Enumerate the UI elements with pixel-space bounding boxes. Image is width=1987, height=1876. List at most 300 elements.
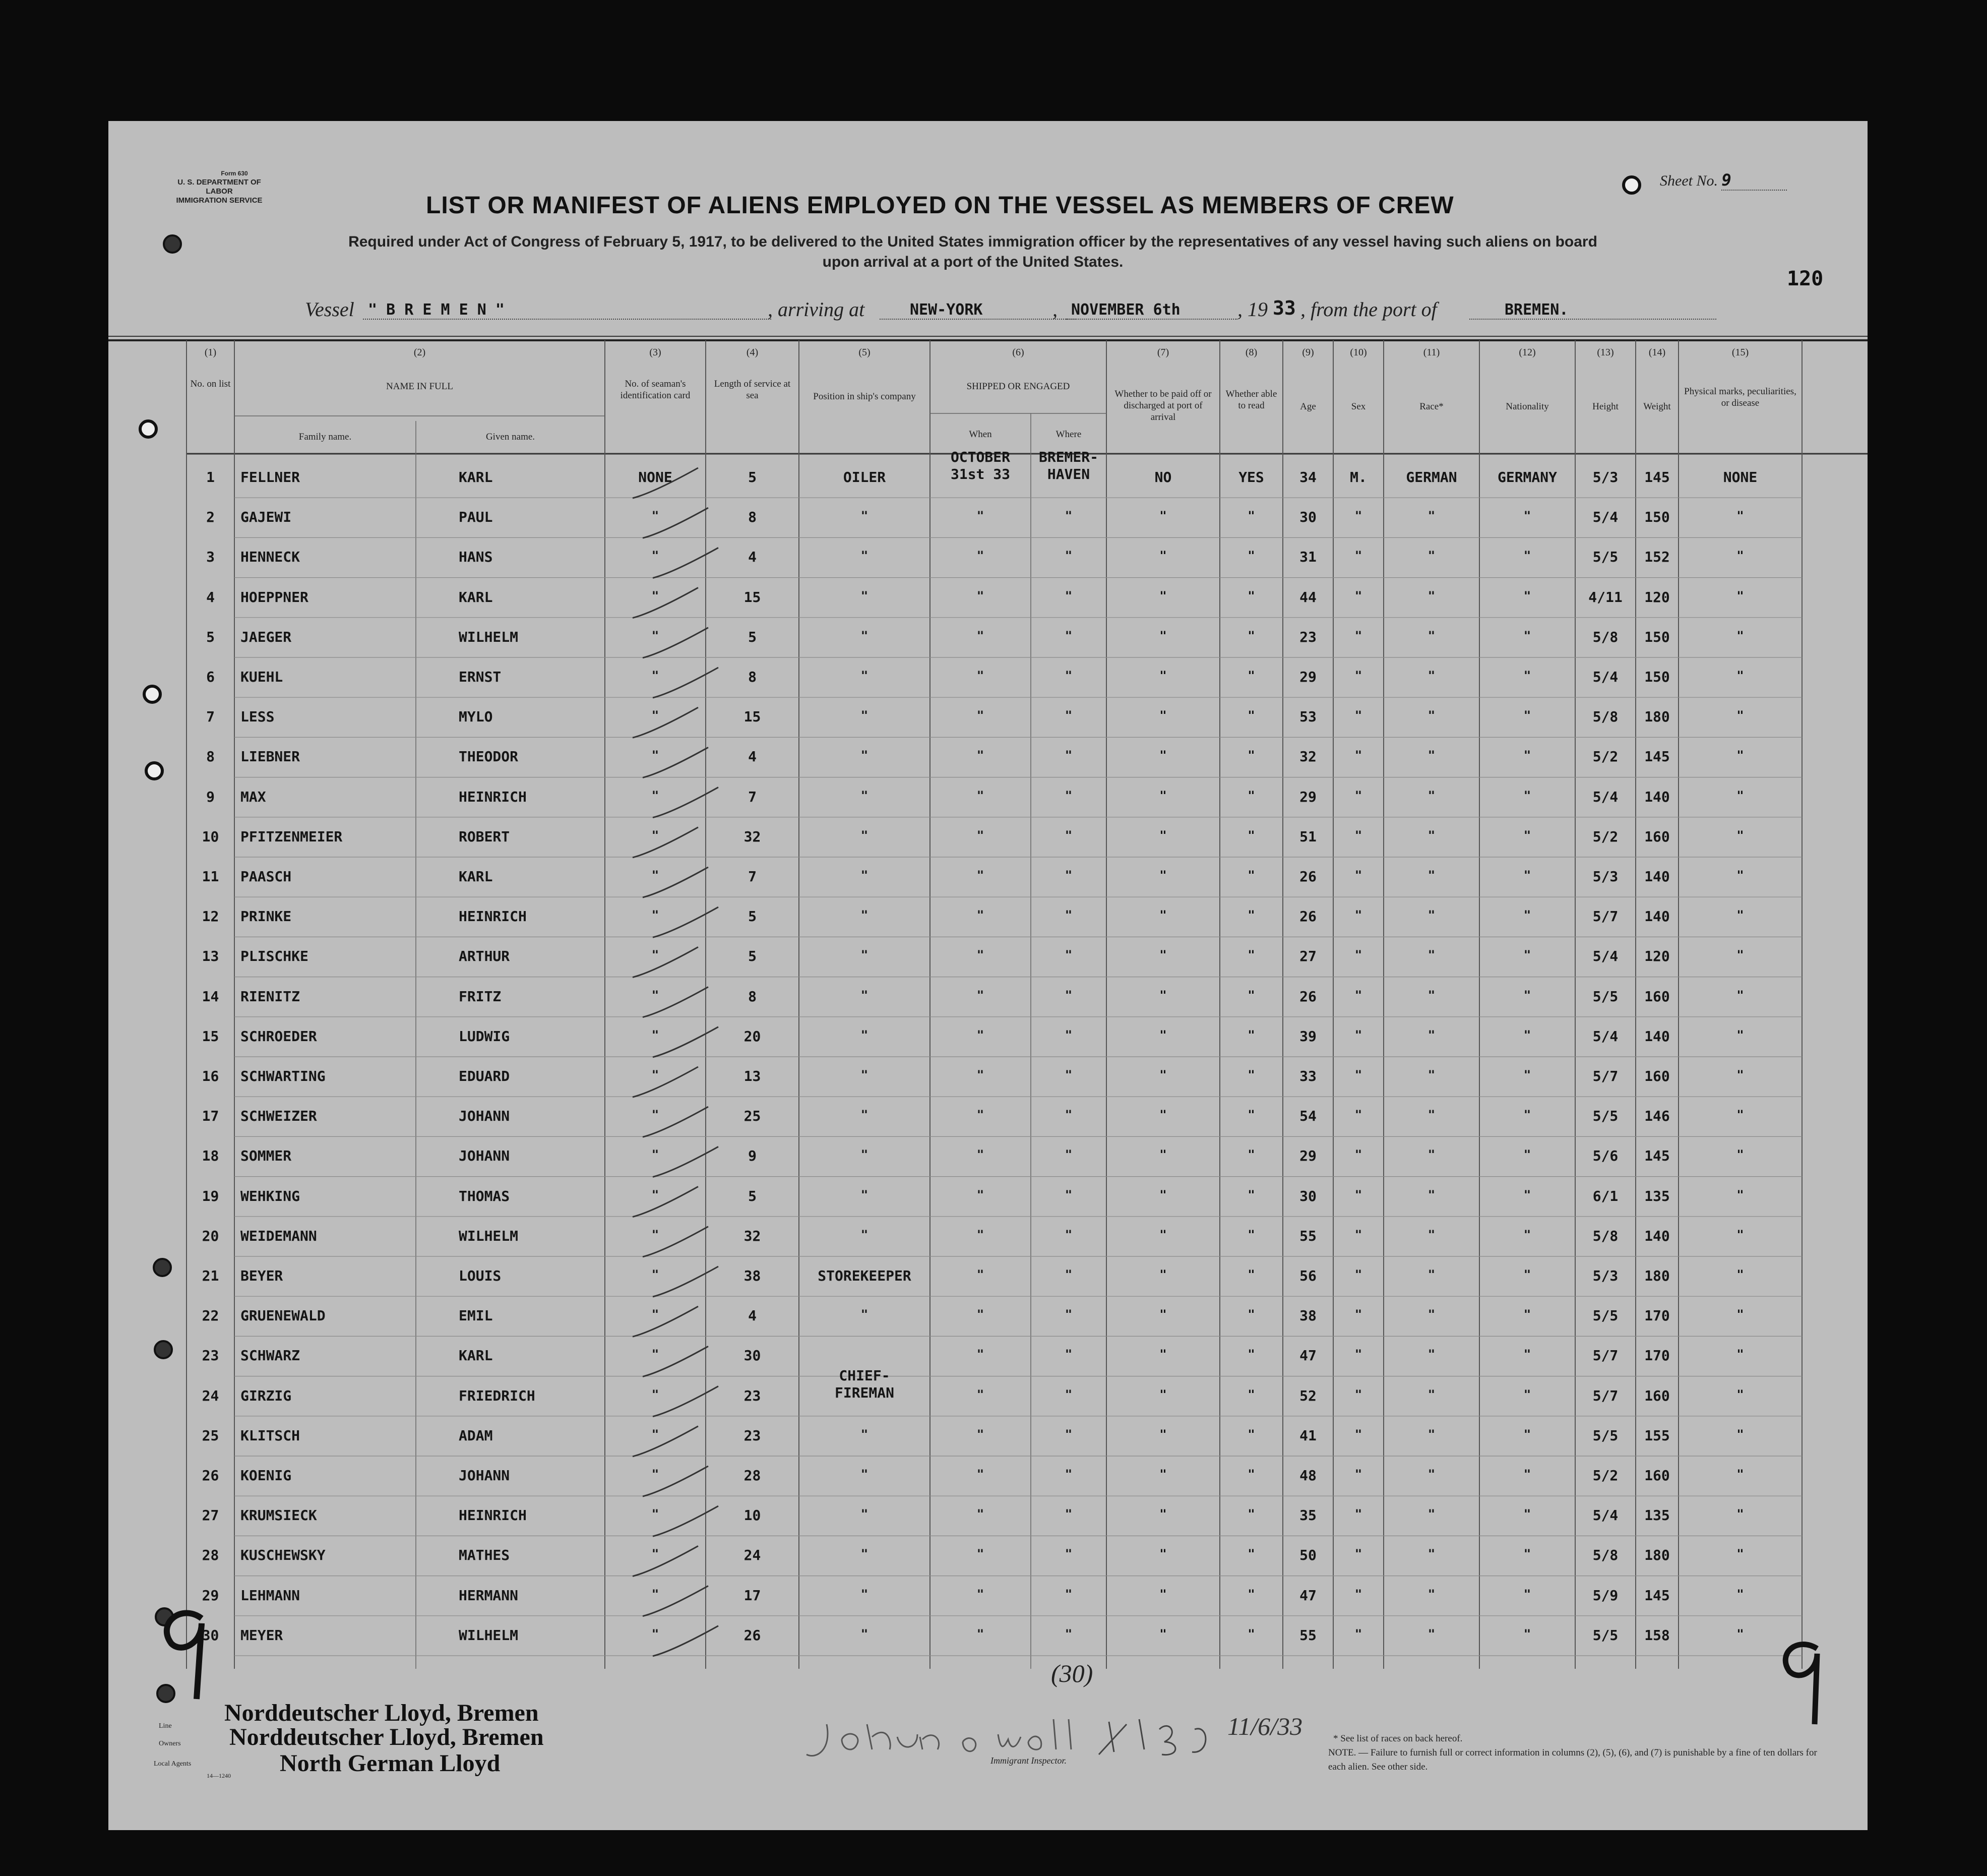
cell-when: " — [976, 988, 984, 1002]
cell-read: " — [1248, 588, 1255, 603]
cell-age: 26 — [1299, 868, 1317, 885]
cell-no: 30 — [202, 1626, 219, 1644]
cell-family: SCHWEIZER — [240, 1108, 317, 1125]
cell-read: " — [1248, 1626, 1255, 1641]
sheet-number-label: Sheet No. 9 — [1660, 170, 1787, 191]
cell-height: 5/4 — [1592, 1027, 1619, 1045]
cell-read: " — [1248, 1027, 1255, 1042]
cell-race: " — [1427, 1587, 1436, 1601]
cell-when: " — [976, 708, 984, 723]
cell-family: PAASCH — [240, 868, 292, 885]
cell-no: 1 — [206, 469, 215, 486]
cell-given: WILHELM — [459, 1626, 519, 1644]
form-code: 14—1240 — [207, 1772, 231, 1779]
cell-id: " — [651, 1068, 659, 1082]
cell-age: 53 — [1299, 708, 1317, 725]
cell-service: 20 — [743, 1027, 761, 1045]
cell-position: " — [860, 1467, 868, 1481]
cell-id: " — [651, 1307, 659, 1322]
cell-where: " — [1065, 748, 1073, 763]
cell-weight: 140 — [1644, 868, 1670, 885]
cell-nat: " — [1523, 748, 1531, 763]
cell-paid: " — [1159, 988, 1167, 1002]
manifest-sheet — [108, 121, 1868, 1830]
cell-race: " — [1427, 588, 1436, 603]
cell-weight: 152 — [1644, 549, 1670, 566]
cell-when: OCTOBER 31st 33 — [950, 449, 1010, 482]
cell-age: 31 — [1299, 549, 1317, 566]
cell-id: " — [651, 868, 659, 882]
cell-read: " — [1248, 1267, 1255, 1282]
cell-paid: " — [1159, 1307, 1167, 1322]
stamp-owners: Norddeutscher Lloyd, Bremen — [229, 1724, 544, 1750]
cell-weight: 160 — [1644, 828, 1670, 845]
cell-marks: " — [1736, 1068, 1744, 1082]
cell-paid: " — [1159, 708, 1167, 723]
cell-nat: " — [1523, 1307, 1531, 1322]
cell-service: 13 — [743, 1068, 761, 1084]
cell-service: 5 — [748, 948, 757, 965]
header-given-name: Given name. — [485, 432, 535, 442]
cell-family: PRINKE — [240, 908, 292, 925]
column-number: (13) — [1597, 347, 1614, 358]
header-length-service: Length of service at sea — [714, 379, 791, 401]
cell-given: KARL — [459, 469, 493, 486]
cell-given: ERNST — [459, 669, 502, 685]
cell-nat: " — [1523, 588, 1531, 603]
cell-sex: " — [1354, 708, 1362, 723]
cell-where: " — [1065, 1108, 1073, 1122]
cell-family: WEIDEMANN — [240, 1227, 317, 1244]
cell-paid: " — [1159, 628, 1167, 643]
cell-service: 4 — [748, 1307, 757, 1324]
cell-family: GIRZIG — [240, 1387, 292, 1404]
column-number: (2) — [413, 347, 426, 358]
cell-position: " — [860, 1147, 868, 1162]
cell-where: " — [1065, 509, 1073, 523]
cell-no: 11 — [202, 868, 219, 885]
cell-weight: 145 — [1644, 1147, 1670, 1165]
cell-service: 7 — [748, 868, 757, 885]
cell-given: EDUARD — [459, 1068, 510, 1084]
cell-read: " — [1248, 1507, 1255, 1522]
cell-where: " — [1065, 988, 1073, 1002]
cell-height: 5/2 — [1592, 828, 1619, 845]
cell-marks: " — [1736, 1507, 1744, 1522]
cell-marks: " — [1736, 1347, 1744, 1362]
cell-age: 44 — [1299, 588, 1317, 606]
cell-weight: 150 — [1644, 509, 1670, 526]
cell-no: 19 — [202, 1187, 219, 1204]
cell-service: 5 — [748, 1187, 757, 1204]
cell-sex: " — [1354, 788, 1362, 803]
header-where: Where — [1055, 429, 1082, 440]
cell-read: " — [1248, 628, 1255, 643]
cell-when: " — [976, 1547, 984, 1561]
cell-given: HERMANN — [459, 1587, 519, 1604]
column-number: (5) — [858, 347, 871, 358]
cell-weight: 158 — [1644, 1626, 1670, 1644]
cell-sex: " — [1354, 1347, 1362, 1362]
cell-marks: " — [1736, 1467, 1744, 1481]
cell-family: FELLNER — [240, 469, 300, 486]
cell-service: 4 — [748, 549, 757, 566]
cell-when: " — [976, 1507, 984, 1522]
cell-id: " — [651, 1467, 659, 1481]
cell-height: 5/4 — [1592, 1507, 1619, 1524]
cell-no: 7 — [206, 708, 215, 725]
cell-weight: 120 — [1644, 948, 1670, 965]
cell-height: 5/4 — [1592, 669, 1619, 685]
cell-family: KUEHL — [240, 669, 283, 685]
cell-given: ARTHUR — [459, 948, 510, 965]
cell-nat: " — [1523, 549, 1531, 563]
cell-marks: " — [1736, 788, 1744, 803]
cell-age: 47 — [1299, 1347, 1317, 1364]
handwritten-nine-right — [1767, 1633, 1842, 1734]
cell-position: " — [860, 1427, 868, 1441]
cell-height: 5/9 — [1592, 1587, 1619, 1604]
cell-family: KLITSCH — [240, 1427, 300, 1444]
department-name: U. S. DEPARTMENT OF LABOR — [177, 178, 261, 196]
cell-family: SOMMER — [240, 1147, 292, 1165]
column-number: (4) — [746, 347, 759, 358]
cell-when: " — [976, 1267, 984, 1282]
column-number: (9) — [1302, 347, 1314, 358]
header-nationality: Nationality — [1506, 401, 1549, 412]
cell-when: " — [976, 948, 984, 962]
cell-position: " — [860, 669, 868, 683]
handwritten-nine-left — [141, 1598, 227, 1709]
cell-nat: " — [1523, 1347, 1531, 1362]
cell-height: 5/3 — [1592, 1267, 1619, 1284]
cell-weight: 146 — [1644, 1108, 1670, 1125]
cell-position: " — [860, 788, 868, 803]
cell-race: " — [1427, 708, 1436, 723]
cell-race: " — [1427, 1227, 1436, 1242]
cell-paid: " — [1159, 1467, 1167, 1481]
cell-weight: 160 — [1644, 1387, 1670, 1404]
cell-no: 14 — [202, 988, 219, 1005]
cell-read: " — [1248, 1068, 1255, 1082]
cell-race: " — [1427, 1068, 1436, 1082]
page-number: 120 — [1787, 267, 1824, 290]
cell-race: " — [1427, 1427, 1436, 1441]
cell-where: " — [1065, 948, 1073, 962]
cell-marks: " — [1736, 988, 1744, 1002]
inspector-caption: Immigrant Inspector. — [990, 1756, 1067, 1766]
cell-given: EMIL — [459, 1307, 493, 1324]
cell-id: " — [651, 1187, 659, 1202]
cell-read: YES — [1238, 469, 1264, 486]
column-number: (3) — [649, 347, 661, 358]
cell-read: " — [1248, 1547, 1255, 1561]
cell-family: PLISCHKE — [240, 948, 308, 965]
cell-read: " — [1248, 1347, 1255, 1362]
cell-when: " — [976, 1108, 984, 1122]
cell-given: PAUL — [459, 509, 493, 526]
cell-age: 34 — [1299, 469, 1317, 486]
cell-id: " — [651, 748, 659, 763]
cell-marks: " — [1736, 828, 1744, 842]
cell-when: " — [976, 549, 984, 563]
cell-given: THOMAS — [459, 1187, 510, 1204]
cell-marks: " — [1736, 748, 1744, 763]
cell-service: 8 — [748, 988, 757, 1005]
cell-id: " — [651, 509, 659, 523]
cell-read: " — [1248, 1307, 1255, 1322]
cell-no: 25 — [202, 1427, 219, 1444]
cell-when: " — [976, 1626, 984, 1641]
cell-paid: " — [1159, 1227, 1167, 1242]
cell-when: " — [976, 868, 984, 882]
cell-no: 16 — [202, 1068, 219, 1084]
cell-weight: 145 — [1644, 469, 1670, 486]
cell-sex: " — [1354, 868, 1362, 882]
header-age: Age — [1300, 401, 1316, 412]
cell-no: 18 — [202, 1147, 219, 1165]
cell-marks: " — [1736, 1108, 1744, 1122]
cell-when: " — [976, 1147, 984, 1162]
cell-race: " — [1427, 908, 1436, 923]
header-when: When — [969, 429, 992, 440]
cell-no: 24 — [202, 1387, 219, 1404]
cell-marks: " — [1736, 1227, 1744, 1242]
cell-nat: " — [1523, 1387, 1531, 1402]
cell-position: STOREKEEPER — [818, 1267, 911, 1284]
cell-service: 23 — [743, 1387, 761, 1404]
cell-id: " — [651, 828, 659, 842]
cell-family: LEHMANN — [240, 1587, 300, 1604]
cell-position: " — [860, 1587, 868, 1601]
cell-sex: " — [1354, 1626, 1362, 1641]
cell-age: 30 — [1299, 1187, 1317, 1204]
cell-no: 2 — [206, 509, 215, 526]
cell-weight: 160 — [1644, 1467, 1670, 1484]
cell-position: CHIEF- FIREMAN — [834, 1367, 894, 1401]
cell-read: " — [1248, 509, 1255, 523]
cell-no: 26 — [202, 1467, 219, 1484]
cell-service: 5 — [748, 628, 757, 645]
cell-when: " — [976, 1068, 984, 1082]
penalty-note: NOTE. — Failure to furnish full or correct information in columns (2), (5), (6), and (7) is punishable by a fine of ten dollars for each alien. See other side. — [1328, 1747, 1817, 1772]
cell-sex: " — [1354, 669, 1362, 683]
cell-position: " — [860, 1187, 868, 1202]
cell-no: 27 — [202, 1507, 219, 1524]
cell-given: KARL — [459, 1347, 493, 1364]
cell-weight: 145 — [1644, 1587, 1670, 1604]
cell-marks: " — [1736, 509, 1744, 523]
cell-height: 5/7 — [1592, 908, 1619, 925]
cell-id: " — [651, 1027, 659, 1042]
cell-service: 30 — [743, 1347, 761, 1364]
cell-age: 54 — [1299, 1108, 1317, 1125]
cell-nat: " — [1523, 948, 1531, 962]
cell-marks: " — [1736, 908, 1744, 923]
cell-where: " — [1065, 1507, 1073, 1522]
cell-position: " — [860, 1068, 868, 1082]
cell-no: 10 — [202, 828, 219, 845]
cell-no: 17 — [202, 1108, 219, 1125]
cell-age: 26 — [1299, 908, 1317, 925]
cell-no: 8 — [206, 748, 215, 765]
cell-sex: " — [1354, 1587, 1362, 1601]
cell-nat: " — [1523, 988, 1531, 1002]
year-prefix: , 19 — [1237, 298, 1268, 321]
cell-weight: 160 — [1644, 1068, 1670, 1084]
cell-read: " — [1248, 669, 1255, 683]
cell-given: MATHES — [459, 1547, 510, 1564]
cell-where: " — [1065, 628, 1073, 643]
cell-family: GRUENEWALD — [240, 1307, 326, 1324]
cell-given: JOHANN — [459, 1147, 510, 1165]
cell-weight: 140 — [1644, 1027, 1670, 1045]
cell-where: " — [1065, 1427, 1073, 1441]
header-able-to-read: Whether able to read — [1225, 389, 1277, 411]
cell-id: " — [651, 1626, 659, 1641]
cell-id: " — [651, 948, 659, 962]
cell-height: 6/1 — [1592, 1187, 1619, 1204]
column-number: (1) — [204, 347, 217, 358]
cell-where: " — [1065, 1387, 1073, 1402]
cell-weight: 150 — [1644, 669, 1670, 685]
header-height: Height — [1592, 401, 1619, 412]
cell-id: " — [651, 1427, 659, 1441]
cell-no: 23 — [202, 1347, 219, 1364]
cell-service: 26 — [743, 1626, 761, 1644]
vessel-label: Vessel — [305, 298, 354, 321]
cell-position: " — [860, 1027, 868, 1042]
race-note: * See list of races on back hereof. — [1333, 1733, 1463, 1744]
cell-height: 5/7 — [1592, 1387, 1619, 1404]
cell-weight: 180 — [1644, 708, 1670, 725]
cell-id: " — [651, 1507, 659, 1522]
cell-age: 39 — [1299, 1027, 1317, 1045]
cell-service: 5 — [748, 908, 757, 925]
cell-id: " — [651, 1267, 659, 1282]
cell-marks: " — [1736, 1307, 1744, 1322]
cell-paid: " — [1159, 549, 1167, 563]
cell-weight: 150 — [1644, 628, 1670, 645]
cell-nat: " — [1523, 1068, 1531, 1082]
cell-nat: GERMANY — [1497, 469, 1557, 486]
cell-no: 15 — [202, 1027, 219, 1045]
cell-when: " — [976, 1027, 984, 1042]
cell-weight: 140 — [1644, 1227, 1670, 1244]
cell-where: " — [1065, 1547, 1073, 1561]
column-number: (14) — [1648, 347, 1666, 358]
cell-age: 35 — [1299, 1507, 1317, 1524]
cell-id: " — [651, 708, 659, 723]
cell-marks: " — [1736, 628, 1744, 643]
footer-label-owners: Owners — [159, 1740, 181, 1747]
cell-age: 29 — [1299, 788, 1317, 805]
cell-where: " — [1065, 1587, 1073, 1601]
cell-id: " — [651, 1387, 659, 1402]
cell-height: 5/8 — [1592, 1547, 1619, 1564]
cell-height: 5/5 — [1592, 1307, 1619, 1324]
cell-marks: " — [1736, 1027, 1744, 1042]
cell-nat: " — [1523, 908, 1531, 923]
cell-height: 5/5 — [1592, 549, 1619, 566]
cell-when: " — [976, 669, 984, 683]
cell-race: " — [1427, 669, 1436, 683]
cell-sex: " — [1354, 988, 1362, 1002]
cell-id: " — [651, 1587, 659, 1601]
column-number: (6) — [1012, 347, 1024, 358]
cell-paid: " — [1159, 1267, 1167, 1282]
cell-paid: " — [1159, 948, 1167, 962]
cell-height: 5/5 — [1592, 1108, 1619, 1125]
cell-nat: " — [1523, 1027, 1531, 1042]
cell-given: JOHANN — [459, 1467, 510, 1484]
cell-sex: " — [1354, 509, 1362, 523]
cell-when: " — [976, 1387, 984, 1402]
cell-weight: 155 — [1644, 1427, 1670, 1444]
cell-nat: " — [1523, 1467, 1531, 1481]
cell-id: " — [651, 1227, 659, 1242]
cell-no: 9 — [206, 788, 215, 805]
cell-position: " — [860, 1227, 868, 1242]
cell-height: 5/5 — [1592, 1626, 1619, 1644]
cell-paid: " — [1159, 748, 1167, 763]
cell-nat: " — [1523, 1427, 1531, 1441]
cell-when: " — [976, 1187, 984, 1202]
cell-where: " — [1065, 908, 1073, 923]
cell-paid: " — [1159, 1108, 1167, 1122]
cell-sex: " — [1354, 1187, 1362, 1202]
cell-age: 32 — [1299, 748, 1317, 765]
cell-position: " — [860, 588, 868, 603]
footer-notes — [1328, 1732, 1832, 1774]
cell-sex: " — [1354, 1467, 1362, 1481]
cell-paid: " — [1159, 1626, 1167, 1641]
cell-no: 13 — [202, 948, 219, 965]
cell-where: " — [1065, 1068, 1073, 1082]
cell-id: " — [651, 588, 659, 603]
cell-race: " — [1427, 1626, 1436, 1641]
cell-family: SCHROEDER — [240, 1027, 317, 1045]
cell-family: SCHWARZ — [240, 1347, 300, 1364]
cell-given: KARL — [459, 868, 493, 885]
cell-family: HOEPPNER — [240, 588, 308, 606]
cell-weight: 170 — [1644, 1307, 1670, 1324]
column-number: (8) — [1245, 347, 1258, 358]
cell-read: " — [1248, 1147, 1255, 1162]
cell-family: SCHWARTING — [240, 1068, 326, 1084]
from-port-label: , from the port of — [1300, 298, 1437, 321]
cell-paid: " — [1159, 588, 1167, 603]
cell-id: " — [651, 669, 659, 683]
cell-read: " — [1248, 868, 1255, 882]
departure-port: BREMEN. — [1469, 301, 1716, 320]
cell-nat: " — [1523, 868, 1531, 882]
cell-when: " — [976, 908, 984, 923]
cell-weight: 170 — [1644, 1347, 1670, 1364]
cell-service: 10 — [743, 1507, 761, 1524]
header-no-on-list: No. on list — [190, 379, 231, 389]
header-weight: Weight — [1643, 401, 1671, 412]
cell-no: 22 — [202, 1307, 219, 1324]
cell-paid: " — [1159, 509, 1167, 523]
cell-read: " — [1248, 948, 1255, 962]
cell-service: 9 — [748, 1147, 757, 1165]
cell-no: 29 — [202, 1587, 219, 1604]
cell-race: " — [1427, 1547, 1436, 1561]
cell-height: 5/4 — [1592, 788, 1619, 805]
handwritten-total: (30) — [1051, 1659, 1093, 1687]
cell-given: MYLO — [459, 708, 493, 725]
